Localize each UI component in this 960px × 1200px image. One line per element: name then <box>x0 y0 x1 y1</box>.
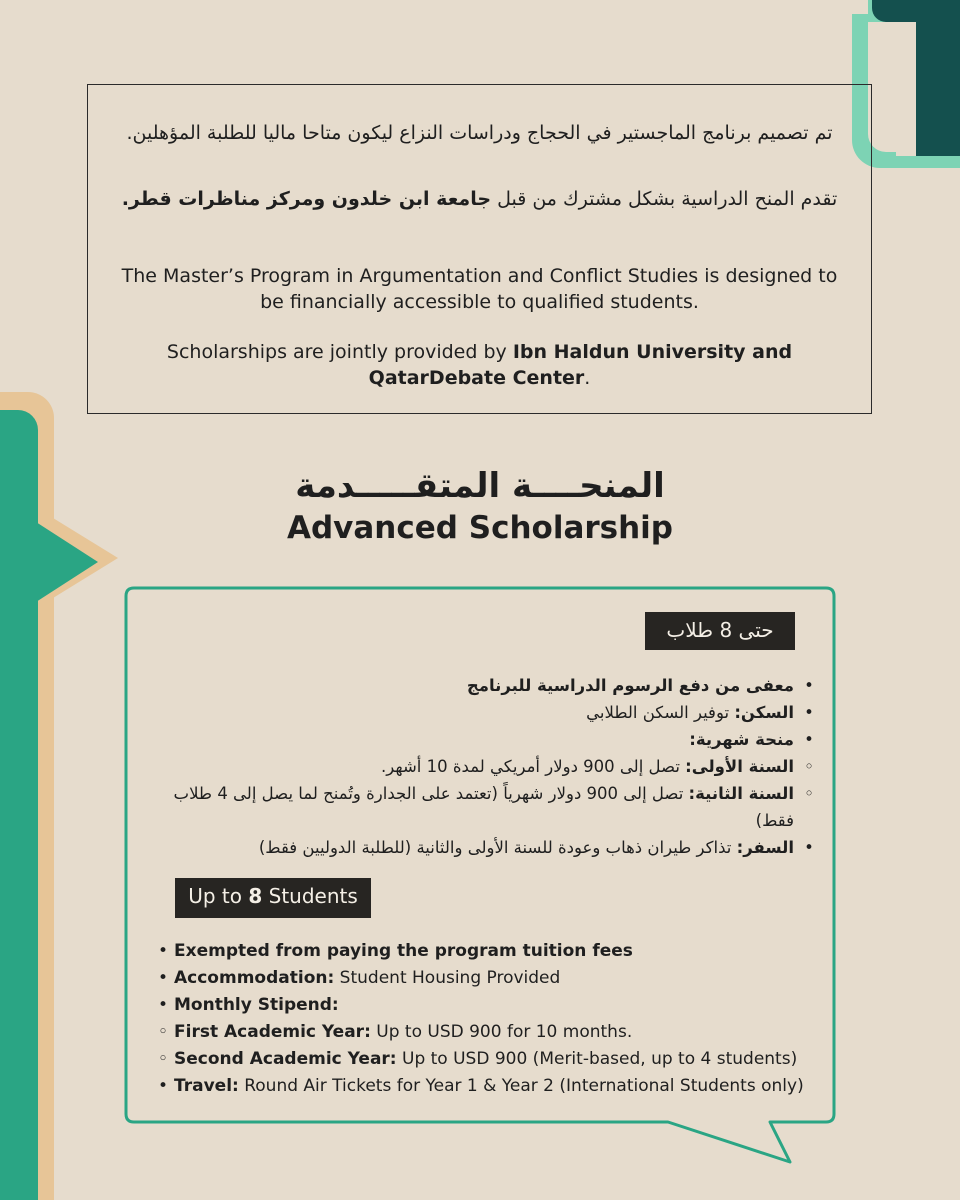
intro-arabic-line-2-bold: جامعة ابن خلدون ومركز مناظرات قطر. <box>121 188 492 210</box>
list-item <box>156 1046 836 1073</box>
list-item <box>140 726 820 753</box>
section-heading-arabic: المنحــــة المتقـــــدمة <box>295 466 665 506</box>
english-students-badge <box>175 878 371 918</box>
intro-english-paragraph-2-bold: Ibn Haldun University and QatarDebate Center <box>368 341 793 389</box>
section-heading-english: Advanced Scholarship <box>286 510 673 546</box>
list-item-text: تصل إلى 900 دولار شهرياً (تعتمد على الجدارة وتُمنح لما يصل إلى 4 طلاب فقط) <box>173 784 794 830</box>
list-item-text: توفير السكن الطلابي <box>586 703 735 722</box>
intro-arabic-line-1: تم تصميم برنامج الماجستير في الحجاج ودراسات النزاع ليكون متاحا ماليا للطلبة المؤهلين. <box>126 122 833 144</box>
list-item-bold: Exempted from paying the program tuition fees <box>174 941 633 961</box>
list-item-text: Up to USD 900 (Merit-based, up to 4 students) <box>396 1049 798 1069</box>
list-item-text: Up to USD 900 for 10 months. <box>370 1022 633 1042</box>
list-item-bold: السفر: <box>736 838 794 857</box>
list-item-bold: First Academic Year: <box>174 1022 371 1042</box>
list-item <box>140 672 820 699</box>
list-item-text: تذاكر طيران ذهاب وعودة للسنة الأولى والثانية (للطلبة الدوليين فقط) <box>258 838 737 857</box>
english-badge-number: 8 <box>248 884 263 908</box>
english-benefits-list <box>156 938 836 1100</box>
list-item <box>140 699 820 726</box>
list-item <box>140 780 820 834</box>
list-item <box>156 1073 836 1100</box>
bullet-icon: • <box>157 941 169 961</box>
list-item-text: تصل إلى 900 دولار أمريكي لمدة 10 أشهر. <box>381 757 686 776</box>
list-item-bold: معفى من دفع الرسوم الدراسية للبرنامج <box>466 676 794 695</box>
bullet-icon: • <box>157 995 169 1015</box>
bullet-icon: • <box>157 1076 169 1096</box>
english-badge-prefix: Up to <box>188 884 249 908</box>
intro-english-paragraph-1: The Master’s Program in Argumentation and Conflict Studies is designed to be financially accessible to qualified students. <box>121 265 838 313</box>
arabic-students-badge: حتى 8 طلاب <box>645 612 795 650</box>
arabic-benefits-list <box>140 672 820 861</box>
bullet-icon: • <box>804 838 814 857</box>
bullet-icon: • <box>804 703 814 722</box>
english-badge-suffix: Students <box>262 884 358 908</box>
hollow-bullet-icon: ◦ <box>157 1022 169 1042</box>
list-item <box>156 965 836 992</box>
list-item <box>156 1019 836 1046</box>
list-item-bold: Travel: <box>174 1076 239 1096</box>
hollow-bullet-icon: ◦ <box>157 1049 169 1069</box>
intro-english-paragraph-2-prefix: Scholarships are jointly provided by <box>166 341 513 363</box>
list-item-bold: Monthly Stipend: <box>174 995 339 1015</box>
list-item-bold: السنة الأولى: <box>685 757 794 776</box>
bullet-icon: • <box>804 676 814 695</box>
list-item <box>156 938 836 965</box>
list-item-text: Round Air Tickets for Year 1 & Year 2 (International Students only) <box>238 1076 804 1096</box>
list-item-bold: Accommodation: <box>174 968 335 988</box>
hollow-bullet-icon: ◦ <box>804 784 814 803</box>
intro-arabic-line-2-prefix: تقدم المنح الدراسية بشكل مشترك من قبل <box>491 188 838 210</box>
list-item <box>156 992 836 1019</box>
bullet-icon: • <box>157 968 169 988</box>
bullet-icon: • <box>804 730 814 749</box>
list-item-bold: منحة شهرية: <box>689 730 794 749</box>
list-item <box>140 834 820 861</box>
list-item-bold: السنة الثانية: <box>688 784 794 803</box>
list-item <box>140 753 820 780</box>
intro-english-paragraph-2-suffix: . <box>584 367 591 389</box>
list-item-bold: السكن: <box>734 703 794 722</box>
hollow-bullet-icon: ◦ <box>804 757 814 776</box>
list-item-text: Student Housing Provided <box>334 968 561 988</box>
list-item-bold: Second Academic Year: <box>174 1049 397 1069</box>
